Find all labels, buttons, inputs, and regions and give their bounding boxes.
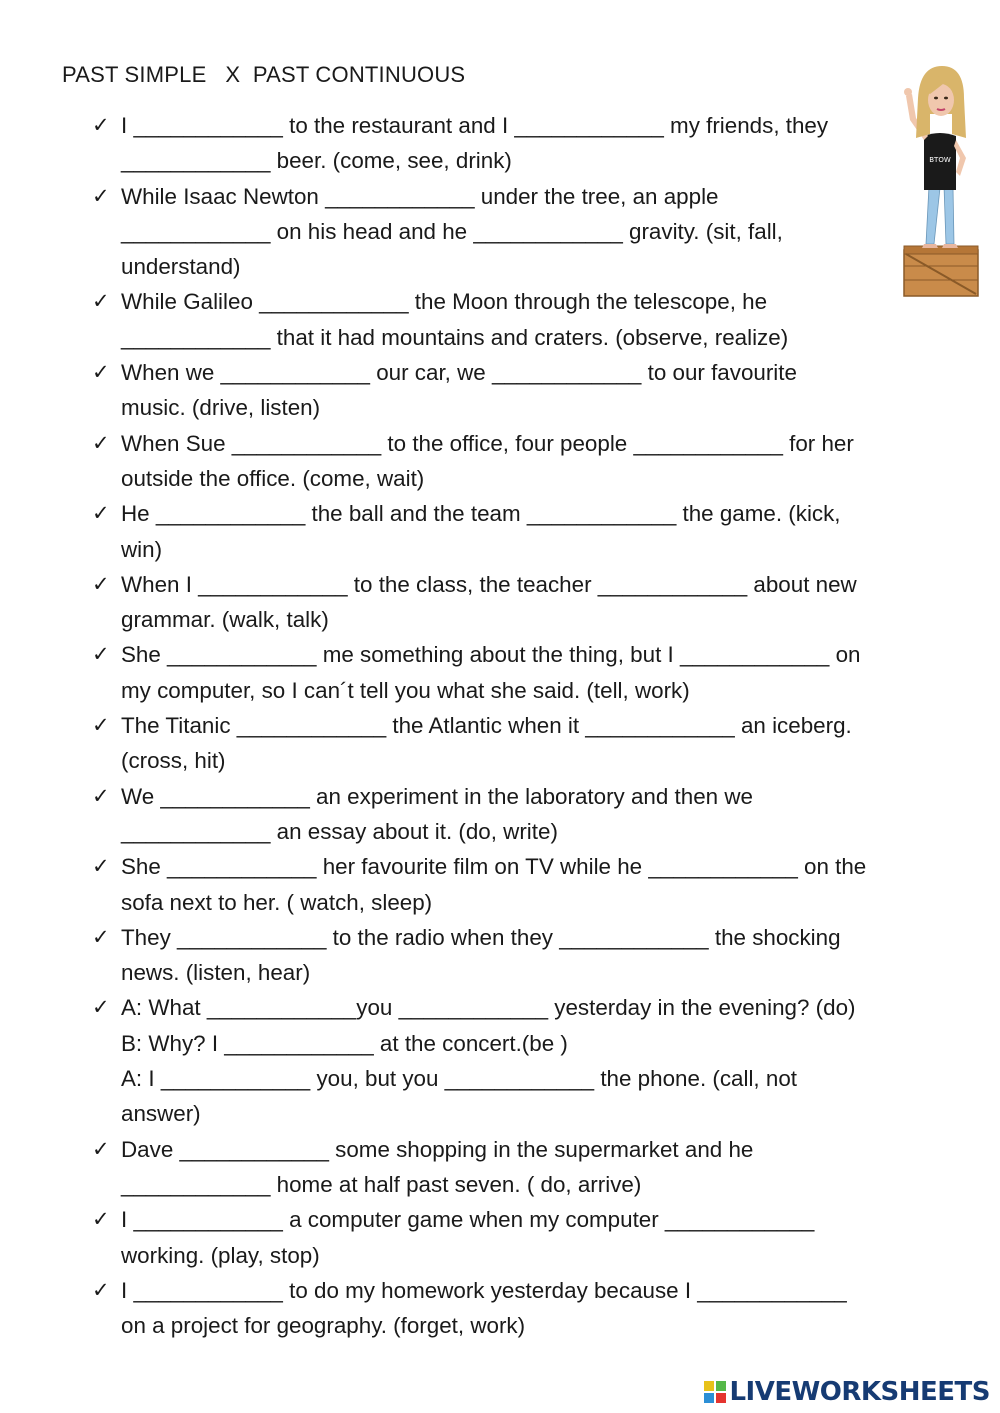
exercise-text-line: When Sue ____________ to the office, four people ____________ for her — [121, 430, 854, 456]
check-icon: ✓ — [92, 501, 110, 526]
teacher-avatar — [896, 58, 986, 298]
check-icon: ✓ — [92, 1207, 110, 1232]
exercise-text-line: I ____________ a computer game when my computer ____________ — [121, 1207, 815, 1233]
exercise-item — [92, 426, 938, 497]
exercise-text-line: music. (drive, listen) — [121, 395, 321, 421]
exercise-text-line: working. (play, stop) — [121, 1242, 320, 1268]
exercise-item — [92, 1132, 938, 1203]
check-icon: ✓ — [92, 289, 110, 314]
exercise-item — [92, 567, 938, 638]
exercise-item — [92, 108, 938, 179]
exercise-text-line: win) — [121, 536, 163, 562]
exercise-text-line: sofa next to her. ( watch, sleep) — [121, 889, 433, 915]
check-icon: ✓ — [92, 571, 110, 596]
exercise-item — [92, 637, 938, 708]
exercise-text-line: While Galileo ____________ the Moon through the telescope, he — [121, 289, 768, 315]
exercise-text-line: While Isaac Newton ____________ under the tree, an apple — [121, 183, 719, 209]
exercise-item — [92, 355, 938, 426]
exercise-text-line: ____________ home at half past seven. ( do, arrive) — [121, 1171, 642, 1197]
check-icon: ✓ — [92, 113, 110, 137]
exercise-text-line: She ____________ her favourite film on TV while he ____________ on the — [121, 854, 867, 880]
exercise-item — [92, 1202, 938, 1273]
exercise-text-line: on a project for geography. (forget, work) — [121, 1313, 526, 1339]
exercise-text-line: I ____________ to the restaurant and I ____________ my friends, they — [121, 113, 829, 138]
check-icon: ✓ — [92, 783, 110, 808]
exercise-item — [92, 1273, 938, 1344]
exercise-item — [92, 779, 938, 850]
exercise-item — [92, 284, 938, 355]
liveworksheets-logo — [704, 1375, 990, 1409]
shirt-text: BTOW — [929, 156, 951, 164]
exercise-text-line: She ____________ me something about the thing, but I ____________ on — [121, 642, 861, 668]
liveworksheets-logo-icon — [704, 1381, 726, 1403]
exercise-text-line: When we ____________ our car, we ____________ to our favourite — [121, 360, 797, 386]
exercise-text-line: understand) — [121, 254, 241, 280]
exercise-text-line: He ____________ the ball and the team ____________ the game. (kick, — [121, 501, 841, 527]
exercise-text-line: news. (listen, hear) — [121, 960, 311, 986]
check-icon: ✓ — [92, 995, 110, 1020]
exercise-text-line: We ____________ an experiment in the laboratory and then we — [121, 783, 753, 809]
check-icon: ✓ — [92, 183, 110, 208]
exercise-text-line: The Titanic ____________ the Atlantic when it ____________ an iceberg. — [121, 713, 852, 739]
check-icon: ✓ — [92, 1277, 110, 1302]
exercise-item — [92, 496, 938, 567]
exercise-text-line: ____________ beer. (come, see, drink) — [121, 148, 512, 174]
check-icon: ✓ — [92, 642, 110, 667]
check-icon: ✓ — [92, 713, 110, 738]
exercise-text-line: (cross, hit) — [121, 748, 226, 774]
exercise-item — [92, 179, 938, 285]
check-icon: ✓ — [92, 430, 110, 455]
exercise-item — [92, 990, 938, 1131]
exercise-text-line: ____________ an essay about it. (do, write) — [121, 818, 558, 844]
worksheet-title: PAST SIMPLE X PAST CONTINUOUS — [62, 62, 466, 87]
exercise-text-line: ____________ on his head and he ____________ gravity. (sit, fall, — [121, 218, 783, 244]
exercise-item — [92, 849, 938, 920]
exercise-text-line: answer) — [121, 1101, 201, 1127]
exercise-text-line: B: Why? I ____________ at the concert.(be ) — [121, 1030, 568, 1056]
exercise-text-line: my computer, so I can´t tell you what she said. (tell, work) — [121, 677, 690, 703]
exercise-text-line: ____________ that it had mountains and craters. (observe, realize) — [121, 324, 789, 350]
exercise-item — [92, 708, 938, 779]
check-icon: ✓ — [92, 1136, 110, 1161]
exercise-text-line: A: I ____________ you, but you ____________ the phone. (call, not — [121, 1066, 798, 1092]
wooden-crate — [904, 246, 978, 296]
exercise-text-line: I ____________ to do my homework yesterday because I ____________ — [121, 1277, 847, 1303]
exercise-list — [92, 108, 938, 1343]
check-icon: ✓ — [92, 360, 110, 385]
exercise-text-line: When I ____________ to the class, the teacher ____________ about new — [121, 571, 857, 597]
exercise-text-line: A: What ____________you ____________ yesterday in the evening? (do) — [121, 995, 856, 1021]
exercise-text-line: grammar. (walk, talk) — [121, 607, 329, 633]
check-icon: ✓ — [92, 924, 110, 949]
exercise-item — [92, 920, 938, 991]
exercise-text-line: They ____________ to the radio when they ____________ the shocking — [121, 924, 841, 950]
exercise-text-line: Dave ____________ some shopping in the supermarket and he — [121, 1136, 754, 1162]
liveworksheets-logo-text: LIVEWORKSHEETS — [729, 1377, 990, 1407]
check-icon: ✓ — [92, 854, 110, 879]
exercise-text-line: outside the office. (come, wait) — [121, 465, 425, 491]
